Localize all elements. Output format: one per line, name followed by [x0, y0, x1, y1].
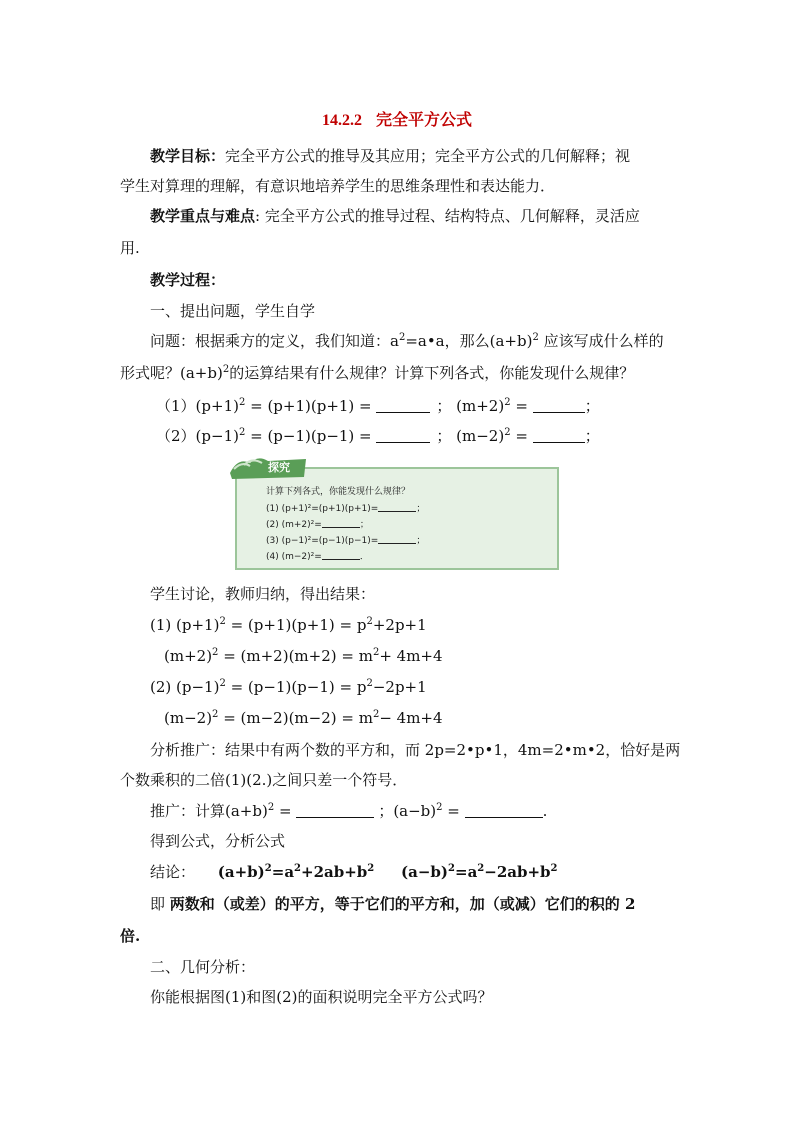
result-line-4 [164, 708, 443, 728]
problem-text: 应该写成什么样的 [538, 332, 664, 350]
result-text: + 4m+4 [379, 647, 443, 665]
exponent: 2 [372, 647, 380, 658]
goal-line-2: 学生对算理的理解，有意识地培养学生的思维条理性和表达能力． [120, 177, 556, 195]
exponent: 2 [219, 616, 226, 627]
result-line-1 [150, 615, 427, 635]
generalize-text: . [542, 802, 548, 820]
exercise-text: = [510, 397, 533, 415]
problem-line-2 [120, 363, 634, 383]
discussion-line: 学生讨论，教师归纳，得出结果： [150, 585, 376, 603]
generalize-text: ；(a−b) [378, 802, 437, 820]
keypoint-label: 教学重点与难点 [150, 207, 256, 225]
figure-item-text: (4) (m−2)²= [266, 552, 322, 562]
exponent: 2 [267, 802, 275, 813]
result-text: − 4m+4 [379, 709, 443, 727]
statement-line-2: 倍. [120, 927, 141, 945]
exercise-line-1 [156, 396, 600, 416]
result-text: = (p−1)(p−1) = p [225, 678, 367, 696]
process-label: 教学过程： [150, 271, 226, 289]
statement-text: 两数和（或差）的平方，等于它们的平方和，加（或减）它们的积的 2 [169, 895, 636, 913]
figure-item-text: (2) (m+2)²= [266, 520, 322, 530]
exponent: 2 [532, 332, 539, 343]
exponent: 2 [436, 802, 443, 813]
result-line-3 [150, 677, 427, 697]
exercise-text: ； (m+2) [436, 397, 505, 415]
goal-text-1: 完全平方公式的推导及其应用；完全平方公式的几何解释；视 [225, 147, 631, 165]
statement-line-1 [150, 894, 635, 914]
result-text: = (p+1)(p+1) = p [225, 616, 367, 634]
figure-blank [378, 502, 416, 512]
problem-text: 的运算结果有什么规律？计算下列各式，你能发现什么规律？ [229, 364, 635, 382]
generalize-text: = [274, 802, 297, 820]
question-line: 你能根据图(1)和图(2)的面积说明完全平方公式吗？ [150, 988, 493, 1006]
figure-item-text: (3) (p−1)²=(p−1)(p−1)= [266, 536, 379, 546]
keypoint-line-2: 用. [120, 239, 140, 257]
answer-blank [376, 398, 430, 413]
keypoint-text-1: : 完全平方公式的推导过程、结构特点、几何解释，灵活应 [255, 207, 640, 225]
problem-text: 问题：根据乘方的定义，我们知道：a [150, 332, 399, 350]
answer-blank [376, 428, 430, 443]
exercise-text: = (p−1)(p−1) = [245, 427, 377, 445]
exercise-text: ； [584, 397, 600, 415]
result-text: = (m−2)(m−2) = m [218, 709, 373, 727]
goal-line-1 [150, 146, 630, 166]
exponent: 2 [366, 616, 373, 627]
exercise-line-2 [156, 426, 600, 446]
explore-figure [228, 453, 561, 571]
problem-text: =a•a，那么(a+b) [405, 332, 533, 350]
figure-intro: 计算下列各式，你能发现什么规律？ [266, 487, 411, 497]
result-text: −2p+1 [372, 678, 427, 696]
result-text: (m+2) [164, 647, 213, 665]
result-line-2 [164, 646, 443, 666]
formula-difference: $(a-b)^2=a^2-2ab+b^2$ [401, 863, 558, 881]
section2-heading: 二、几何分析： [150, 958, 256, 976]
page-title [0, 107, 794, 130]
conclusion-label: 结论： [150, 863, 196, 881]
statement-prefix: 即 [150, 895, 170, 913]
generalize-text: = [442, 802, 465, 820]
exponent: 2 [238, 397, 246, 408]
generalize-text: 推广：计算(a+b) [150, 802, 268, 820]
exponent: 2 [504, 397, 511, 408]
exponent: 2 [504, 427, 511, 438]
exercise-text: （1）(p+1) [156, 397, 239, 415]
figure-item-text: (1) (p+1)²=(p+1)(p+1)= [266, 504, 379, 514]
exponent: 2 [212, 647, 219, 658]
keypoint-line-1 [150, 206, 640, 226]
exponent: 2 [219, 678, 226, 689]
answer-blank [296, 803, 374, 818]
result-text: (1) (p+1) [150, 616, 220, 634]
figure-item: (2) (m+2)²= ； [266, 520, 369, 530]
exponent: 2 [366, 678, 373, 689]
exponent: 2 [398, 332, 406, 343]
answer-blank [533, 428, 585, 443]
figure-item: (1) (p+1)²=(p+1)(p+1)= ； [266, 504, 426, 514]
exponent: 2 [222, 364, 230, 375]
figure-item: (4) (m−2)²= ． [266, 552, 369, 562]
exponent: 2 [372, 709, 380, 720]
title-number: 14.2.2 [321, 112, 362, 129]
problem-line-1 [150, 331, 664, 351]
exercise-text: （2）(p−1) [156, 427, 239, 445]
figure-tab-label: 探究 [268, 461, 290, 474]
exercise-text: ； [584, 427, 600, 445]
exponent: 2 [212, 709, 219, 720]
result-text: +2p+1 [372, 616, 427, 634]
title-text: 完全平方公式 [375, 110, 472, 129]
exercise-text: ； (m−2) [436, 427, 505, 445]
formula-sum: $(a+b)^2=a^2+2ab+b^2$ [217, 863, 375, 881]
analysis-line-2: 个数乘积的二倍(1)(2.)之间只差一个符号． [120, 771, 408, 789]
exercise-text: = [510, 427, 533, 445]
figure-blank [322, 518, 360, 528]
answer-blank [533, 398, 585, 413]
section1-heading: 一、提出问题，学生自学 [150, 302, 316, 320]
goal-label: 教学目标： [150, 147, 226, 165]
analysis-line-1: 分析推广：结果中有两个数的平方和，而 2p=2•p•1，4m=2•m•2，恰好是两 [150, 741, 681, 759]
exercise-text: = (p+1)(p+1) = [245, 397, 377, 415]
answer-blank [465, 803, 543, 818]
result-text: (m−2) [164, 709, 213, 727]
result-text: (2) (p−1) [150, 678, 220, 696]
problem-text: 形式呢？(a+b) [120, 364, 223, 382]
figure-blank [378, 534, 416, 544]
formula-line: 得到公式，分析公式 [150, 832, 286, 850]
figure-blank [322, 550, 360, 560]
result-text: = (m+2)(m+2) = m [218, 647, 373, 665]
exponent: 2 [238, 427, 246, 438]
figure-item: (3) (p−1)²=(p−1)(p−1)= ； [266, 536, 426, 546]
conclusion-line [150, 862, 558, 882]
generalize-line [150, 801, 547, 821]
